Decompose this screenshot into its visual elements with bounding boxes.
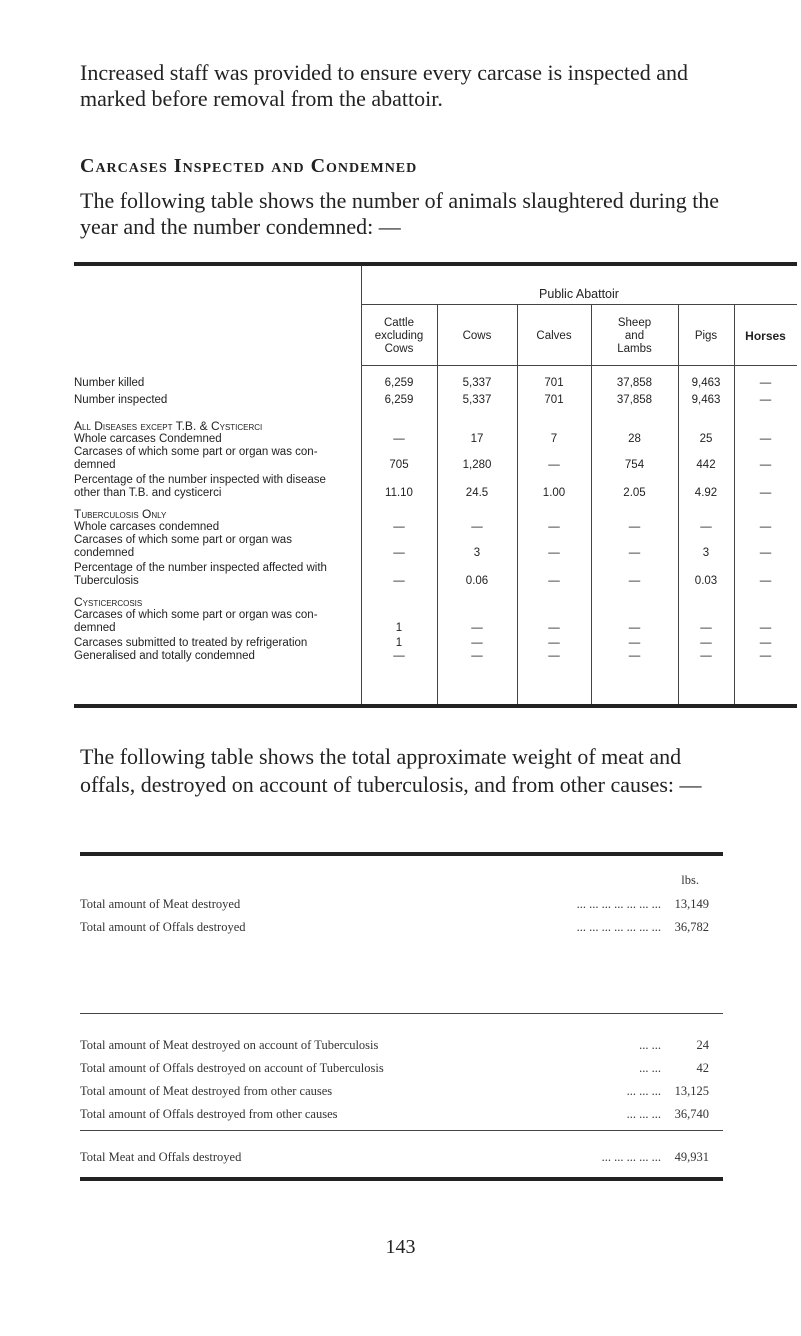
table-cell: —: [759, 575, 772, 587]
table-cell: —: [628, 547, 641, 559]
table-cell: 6,259: [384, 377, 414, 389]
table-cell: —: [548, 622, 560, 634]
table-cell: —: [548, 650, 560, 662]
table-cell: —: [393, 521, 405, 533]
table2-intro: The following table shows the total approximate weight of meat and offals, destroyed on account of tuberculosis, and from other causes: —: [80, 744, 702, 797]
table-cell: —: [700, 637, 712, 649]
table-cell: 5,337: [462, 394, 492, 406]
weight-label: Total amount of Offals destroyed from other causes: [80, 1107, 338, 1121]
row-label: Whole carcases condemned: [74, 521, 220, 533]
table-cell: 9,463: [691, 377, 721, 389]
weight-label: Total amount of Meat destroyed from other causes: [80, 1084, 333, 1098]
column-header: Cows: [462, 329, 492, 342]
table-top-rule: [74, 262, 797, 266]
table-cell: —: [759, 394, 772, 406]
table-cell: 754: [624, 459, 645, 471]
table-cell: 0.03: [694, 575, 718, 587]
table-cell: 0.06: [465, 575, 489, 587]
table-cell: 28: [628, 433, 641, 445]
row-label: Carcases submitted to treated by refrigeration: [74, 637, 308, 649]
table2-bottom-rule: [80, 1177, 723, 1181]
unit-text: lbs.: [681, 873, 699, 887]
table2-mid-rule: [80, 1013, 723, 1014]
table-cell: 6,259: [384, 394, 414, 406]
weight-label: Total amount of Meat destroyed on account of Tuberculosis: [80, 1038, 379, 1052]
table-cell: —: [759, 487, 772, 499]
row-label: Carcases of which some part or organ was con- demned: [74, 446, 318, 471]
table-cell: —: [628, 650, 641, 662]
weight-value: 36,740: [674, 1107, 709, 1121]
weight-value: 36,782: [674, 920, 709, 934]
table-cell: 1,280: [462, 459, 492, 471]
table-cell: —: [759, 622, 772, 634]
table-cell: —: [759, 433, 772, 445]
table-cell: —: [471, 622, 483, 634]
section-label: Tuberculosis Only: [74, 507, 167, 521]
table-cell: —: [471, 521, 483, 533]
table-cell: 701: [544, 394, 564, 406]
table-cell: —: [759, 650, 772, 662]
table-cell: 3: [473, 547, 481, 559]
table-bottom-rule: [74, 704, 797, 708]
table-cell: —: [759, 547, 772, 559]
table-cell: —: [393, 433, 405, 445]
table-cell: —: [393, 650, 405, 662]
table-cell: —: [548, 547, 560, 559]
table-cell: —: [393, 547, 405, 559]
table-cell: 24.5: [465, 487, 489, 499]
table-cell: —: [628, 637, 641, 649]
leader-dots: ... ...: [636, 1038, 661, 1052]
table2-total-rule: [80, 1130, 723, 1131]
weight-value: 42: [696, 1061, 709, 1075]
table-cell: 705: [389, 459, 409, 471]
weight-label: Total amount of Offals destroyed on account of Tuberculosis: [80, 1061, 384, 1075]
weight-value: 13,149: [674, 897, 709, 911]
row-label: Number killed: [74, 377, 145, 389]
table-cell: —: [548, 575, 560, 587]
table-cell: —: [700, 521, 712, 533]
row-label: Generalised and totally condemned: [74, 650, 255, 662]
weight-value: 13,125: [674, 1084, 709, 1098]
weight-label: Total amount of Offals destroyed: [80, 920, 246, 934]
table-cell: 1.00: [542, 487, 566, 499]
table-cell: 1: [395, 637, 403, 649]
leader-dots: ... ... ...: [623, 1107, 661, 1121]
leader-dots: ... ... ...: [623, 1084, 661, 1098]
row-label: Whole carcases Condemned: [74, 433, 222, 445]
header-bottom-rule: [361, 365, 797, 366]
table-cell: —: [759, 521, 772, 533]
column-header: Calves: [536, 329, 572, 342]
column-header: Cattle excluding Cows: [374, 316, 424, 355]
table-cell: —: [471, 650, 483, 662]
table-cell: 4.92: [694, 487, 718, 499]
table-cell: —: [548, 521, 560, 533]
leader-dots: ... ...: [636, 1061, 661, 1075]
weight-label: Total Meat and Offals destroyed: [80, 1150, 242, 1164]
table-cell: —: [628, 622, 641, 634]
page-number: 143: [385, 1236, 416, 1258]
table-cell: —: [393, 575, 405, 587]
weight-value: 24: [696, 1038, 709, 1052]
table-cell: 37,858: [616, 377, 653, 389]
column-header: Pigs: [694, 329, 718, 342]
row-label: Percentage of the number inspected affected with Tuberculosis: [74, 562, 327, 587]
table-cell: —: [759, 637, 772, 649]
section-heading: Carcases Inspected and Condemned: [80, 155, 418, 177]
section-label: All Diseases except T.B. & Cysticerci: [74, 419, 263, 433]
table-cell: 7: [550, 433, 558, 445]
row-label: Carcases of which some part or organ was condemned: [74, 534, 292, 559]
weight-label: Total amount of Meat destroyed: [80, 897, 241, 911]
table-cell: 11.10: [385, 487, 413, 499]
table-cell: —: [628, 521, 641, 533]
leader-dots: ... ... ... ... ... ... ...: [573, 920, 661, 934]
table-cell: 3: [702, 547, 710, 559]
group-header-rule: [361, 304, 797, 305]
table-cell: 9,463: [691, 394, 721, 406]
table2-top-rule: [80, 852, 723, 856]
row-label: Carcases of which some part or organ was con- demned: [74, 609, 318, 634]
table-cell: —: [548, 637, 560, 649]
table-cell: 2.05: [623, 487, 646, 499]
weight-value: 49,931: [674, 1150, 709, 1164]
column-header: Horses: [745, 328, 786, 343]
table-cell: 442: [696, 459, 716, 471]
table-cell: 1: [395, 622, 403, 634]
table1-intro: The following table shows the number of animals slaughtered during the year and the number condemned: —: [80, 188, 720, 239]
table-cell: 25: [699, 433, 713, 445]
table-cell: 37,858: [616, 394, 653, 406]
row-label: Number inspected: [74, 394, 168, 406]
intro-paragraph: Increased staff was provided to ensure every carcase is inspected and marked before removal from the abattoir.: [80, 60, 688, 111]
table-cell: —: [471, 637, 483, 649]
table-cell: —: [628, 575, 641, 587]
table-cell: —: [700, 622, 712, 634]
section-label: Cysticercosis: [74, 595, 143, 609]
leader-dots: ... ... ... ... ... ... ...: [573, 897, 661, 911]
table-cell: 701: [544, 377, 564, 389]
table-cell: —: [759, 377, 772, 389]
table-cell: 5,337: [462, 377, 492, 389]
group-header: Public Abattoir: [539, 287, 619, 301]
leader-dots: ... ... ... ... ...: [598, 1150, 661, 1164]
table-cell: —: [548, 459, 560, 471]
row-label: Percentage of the number inspected with disease other than T.B. and cysticerci: [74, 474, 326, 499]
column-header: Sheep and Lambs: [617, 316, 652, 355]
table-cell: 17: [470, 433, 484, 445]
table-cell: —: [759, 459, 772, 471]
table-cell: —: [700, 650, 712, 662]
